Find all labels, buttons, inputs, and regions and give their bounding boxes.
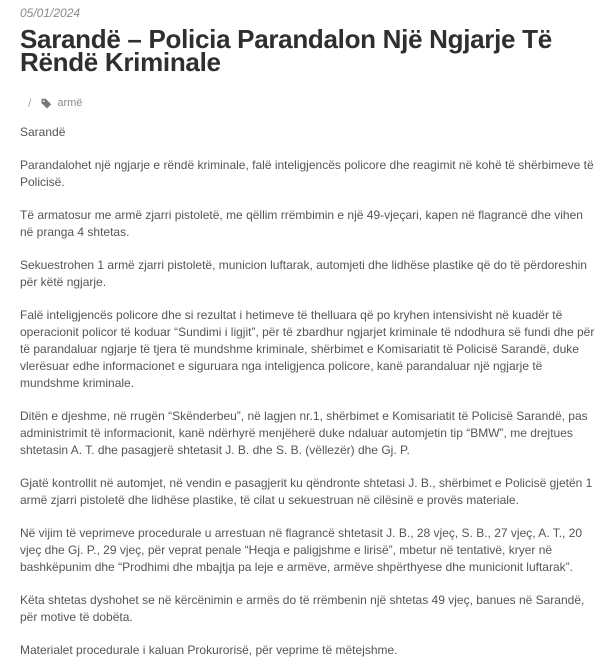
article-paragraph: Gjatë kontrollit në automjet, në vendin e pasagjerit ku qëndronte shtetasi J. B., shërbimet e Policisë gjetën 1 armë zjarri pistoletë dhe lidhëse plastike, të cilat u sekuestruan në cilësinë e provës materiale.	[20, 476, 593, 507]
article-meta	[20, 94, 597, 112]
article-paragraph: Falë inteligjencës policore dhe si rezultat i hetimeve të thelluara që po kryhen intensivisht në kuadër të operacionit policor të koduar “Sundimi i ligjit”, për të zbardhur ngjarjet kriminale të ndodhura së fundi dhe për të parandaluar ngjarje të tjera të mundshme kriminale, shërbimet e Komisariatit të Policisë Sarandë, duke vlerësuar edhe informacionet e siguruara nga inteligjenca policore, kanë parandaluar një ngjarje të mundshme kriminale.	[20, 308, 595, 390]
article-paragraph: Sekuestrohen 1 armë zjarri pistoletë, municion luftarak, automjeti dhe lidhëse plastike që do të përdoreshin për këtë ngjarje.	[20, 258, 587, 289]
article-body	[20, 124, 597, 659]
article-title: Sarandë – Policia Parandalon Një Ngjarje Të Rëndë Kriminale	[20, 24, 552, 77]
article-paragraph: Këta shtetas dyshohet se në kërcënimin e armës do të rrëmbenin një shtetas 49 vjeç, banues në Sarandë, për motive të dobëta.	[20, 593, 585, 624]
tag-icon	[41, 98, 53, 109]
article-paragraph: Ditën e djeshme, në rrugën “Skënderbeu”, në lagjen nr.1, shërbimet e Komisariatit të Policisë Sarandë, pas administrimit të informacionit, kanë ndërhyrë menjëherë duke ndaluar automjetin tip “BMW”, me drejtues shtetasin A. T. dhe pasagjerë shtetasit J. B. dhe S. B. (vëllezër) dhe Gj. P.	[20, 409, 588, 457]
article-paragraph: Të armatosur me armë zjarri pistoletë, me qëllim rrëmbimin e një 49-vjeçari, kapen në flagrancë dhe vihen në pranga 4 shtetas.	[20, 208, 583, 239]
article-paragraph: Materialet procedurale i kaluan Prokurorisë, për veprime të mëtejshme.	[20, 643, 398, 657]
meta-separator: /	[28, 96, 32, 110]
article-paragraph: Parandalohet një ngjarje e rëndë kriminale, falë inteligjencës policore dhe reagimit në kohë të shërbimeve të Policisë.	[20, 158, 594, 189]
article-date: 05/01/2024	[20, 6, 81, 20]
article-paragraph: Sarandë	[20, 125, 66, 139]
article-paragraph: Në vijim të veprimeve procedurale u arrestuan në flagrancë shtetasit J. B., 28 vjeç, S. B., 27 vjeç, A. T., 20 vjeç dhe Gj. P., 29 vjeç, për veprat penale “Heqja e paligjshme e lirisë”, mbetur në tentativë, kryer në bashkëpunim dhe “Prodhimi dhe mbajtja pa leje e armëve, armëve shpërthyese dhe municionit luftarak”.	[20, 526, 583, 574]
tag-link-arme[interactable]: armë	[57, 97, 83, 109]
